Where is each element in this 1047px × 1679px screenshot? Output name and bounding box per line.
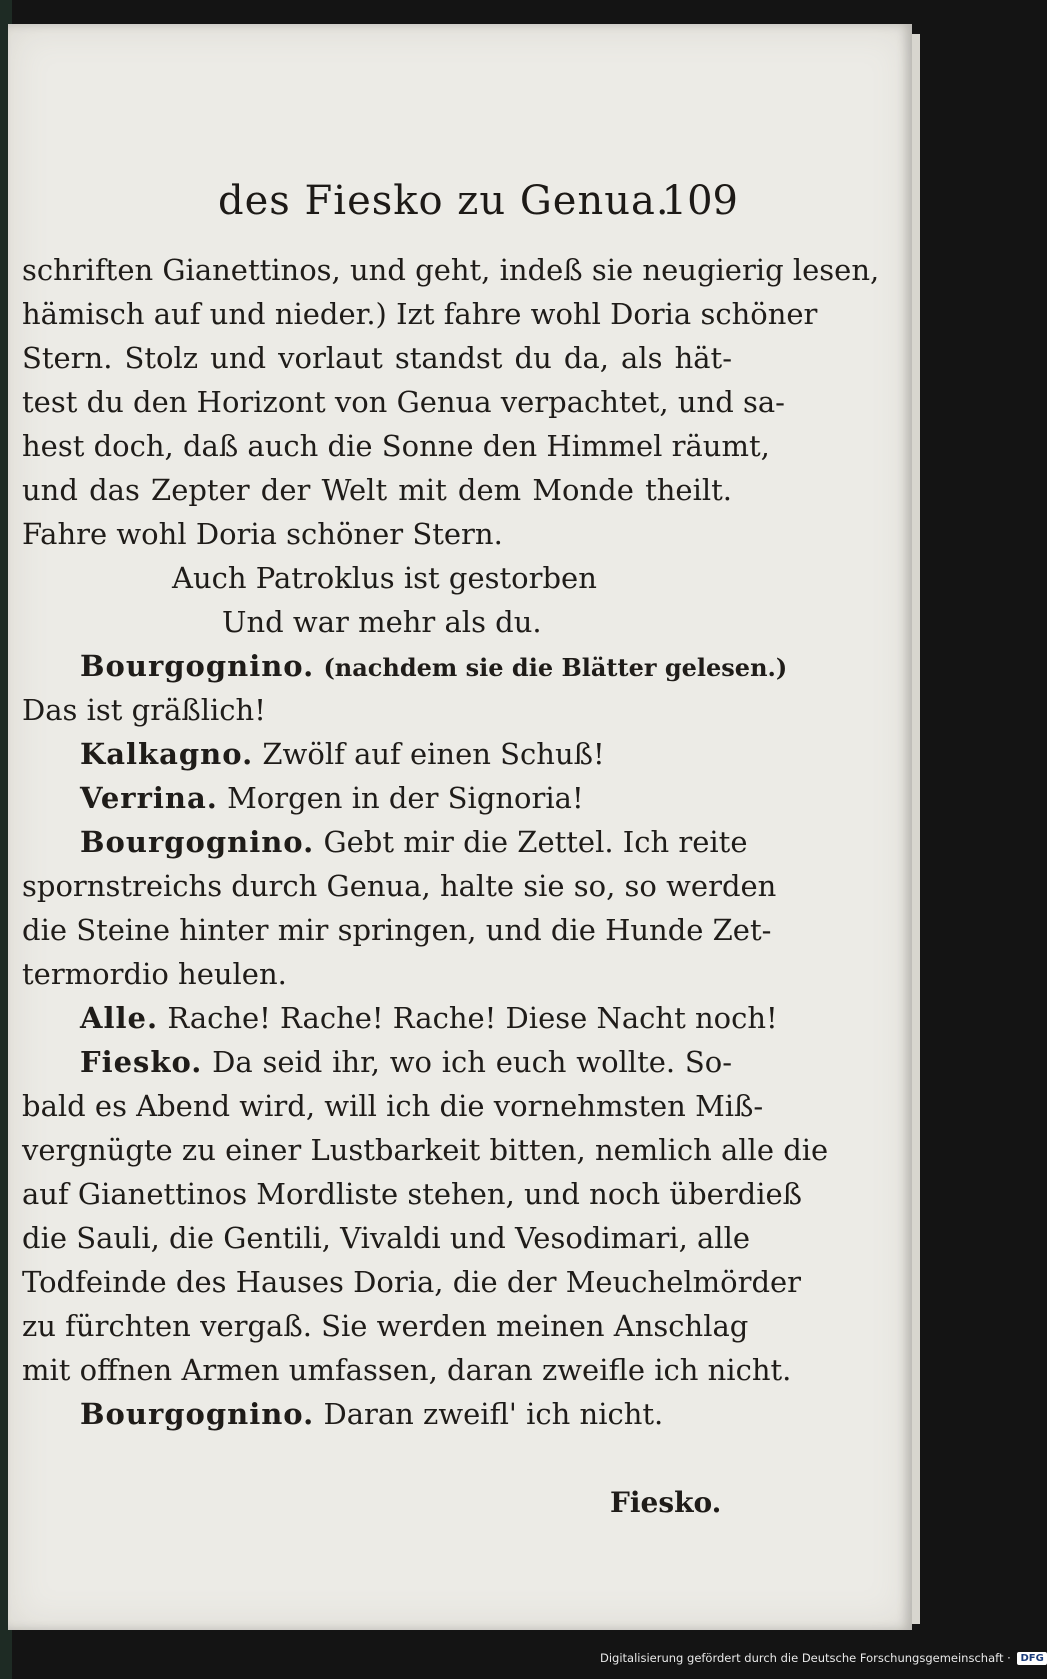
text-line: bald es Abend wird, will ich die vornehmsten Miß- [22, 1089, 764, 1123]
text-line: schriften Gianettinos, und geht, indeß sie neugierig lesen, [22, 253, 880, 287]
digitization-credit [600, 1651, 1044, 1675]
text-line: hest doch, daß auch die Sonne den Himmel räumt, [22, 429, 770, 463]
running-head [218, 178, 738, 238]
text-line: zu fürchten vergaß. Sie werden meinen Anschlag [22, 1309, 749, 1343]
page-edge [912, 34, 920, 1624]
speaker-name: Kalkagno. [80, 737, 254, 771]
speech-line [22, 996, 778, 1040]
text-line: die Steine hinter mir springen, und die Hunde Zet- [22, 913, 772, 947]
speech-line [22, 820, 748, 864]
speech-line [22, 776, 732, 820]
text-line: auf Gianettinos Mordliste stehen, und noch überdieß [22, 1177, 803, 1211]
speech-text: Da seid ihr, wo ich euch wollte. So- [212, 1045, 732, 1079]
page-number: 109 [661, 178, 738, 224]
verse-line: Auch Patroklus ist gestorben [172, 561, 597, 595]
speech-text: Morgen in der Signoria! [227, 781, 584, 815]
text-line: hämisch auf und nieder.) Izt fahre wohl Doria schöner [22, 297, 818, 331]
text-line: und das Zepter der Welt mit dem Monde theilt. [22, 473, 732, 507]
speaker-name: Bourgognino. [80, 649, 315, 683]
text-line: test du den Horizont von Genua verpachtet, und sa- [22, 385, 785, 419]
text-line: termordio heulen. [22, 957, 287, 991]
catchword: Fiesko. [610, 1486, 722, 1519]
speaker-name: Bourgognino. [80, 825, 315, 859]
text-line: vergnügte zu einer Lustbarkeit bitten, nemlich alle die [22, 1133, 829, 1167]
speaker-name: Fiesko. [80, 1045, 203, 1079]
speech-line [22, 1040, 732, 1084]
speech-line [22, 1392, 732, 1436]
speaker-name: Verrina. [80, 781, 218, 815]
speech-line [22, 644, 788, 688]
credit-text: Digitalisierung gefördert durch die Deutsche Forschungsgemeinschaft · [600, 1651, 1011, 1665]
text-line: mit offnen Armen umfassen, daran zweifle ich nicht. [22, 1353, 792, 1387]
text-line: Todfeinde des Hauses Doria, die der Meuchelmörder [22, 1265, 802, 1299]
speech-line [22, 732, 732, 776]
speech-text: Gebt mir die Zettel. Ich reite [323, 825, 748, 859]
text-line: Fahre wohl Doria schöner Stern. [22, 517, 503, 551]
page-text [22, 248, 880, 1436]
dfg-logo: DFG [1017, 1652, 1046, 1665]
speaker-name: Bourgognino. [80, 1397, 315, 1431]
stage-direction: (nachdem sie die Blätter gelesen.) [323, 653, 788, 682]
text-line: Stern. Stolz und vorlaut standst du da, als hät- [22, 341, 732, 375]
text-line: spornstreichs durch Genua, halte sie so, so werden [22, 869, 777, 903]
text-line: die Sauli, die Gentili, Vivaldi und Vesodimari, alle [22, 1221, 751, 1255]
text-line: Das ist gräßlich! [22, 693, 266, 727]
verse-line: Und war mehr als du. [222, 605, 542, 639]
speech-text: Daran zweifl' ich nicht. [323, 1397, 664, 1431]
running-head-title: des Fiesko zu Genua. [218, 178, 670, 224]
speaker-name: Alle. [80, 1001, 159, 1035]
speech-text: Zwölf auf einen Schuß! [262, 737, 605, 771]
speech-text: Rache! Rache! Rache! Diese Nacht noch! [167, 1001, 778, 1035]
